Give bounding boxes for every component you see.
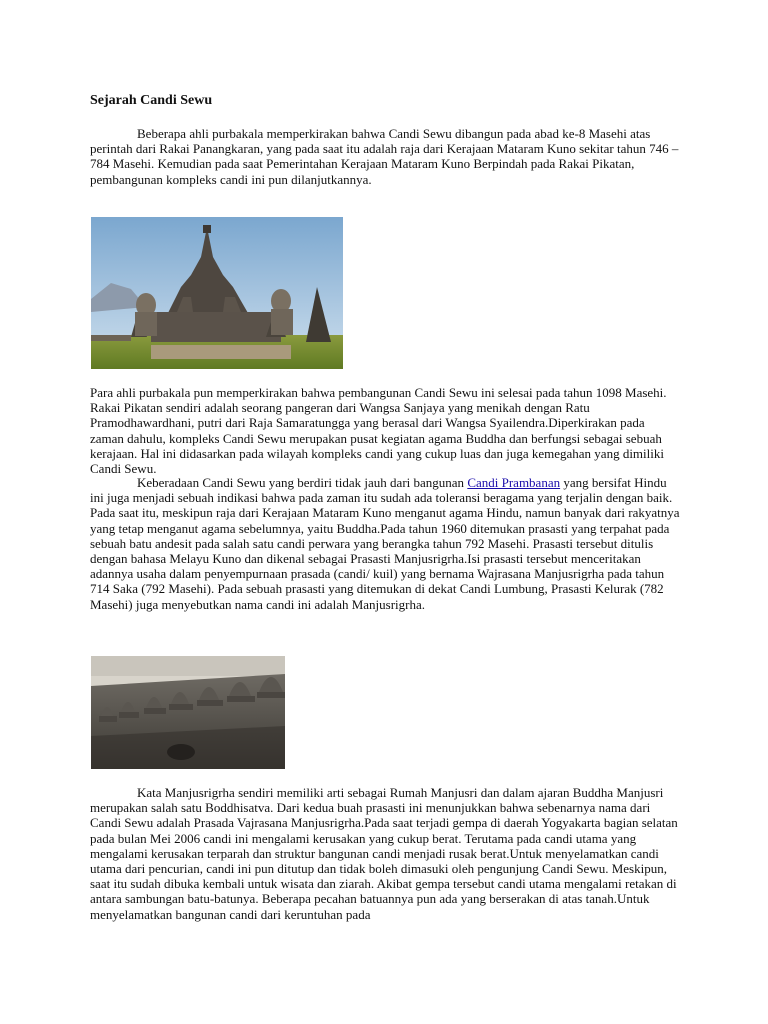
temple-photo <box>91 217 343 369</box>
candi-prambanan-link[interactable]: Candi Prambanan <box>467 475 561 490</box>
paragraph-3 <box>90 475 680 612</box>
paragraph-4: Kata Manjusrigrha sendiri memiliki arti sebagai Rumah Manjusri dan dalam ajaran Buddha Manjusri merupakan salah satu Boddhisatva. Dari kedua buah prasasti ini menunjukkan bahwa sebenarnya nama dari Candi Sewu adalah Prasada Vajrasana Manjusrigrha.Pada saat terjadi gempa di daerah Yogyakarta bagian selatan pada bulan Mei 2006 candi ini mengalami kerusakan yang cukup berat. Terutama pada candi utama yang mengalami kerusakan terparah dan struktur bangunan candi menjadi rusak berat.Untuk menyelamatkan candi utama dari pencurian, candi ini pun ditutup dan tidak boleh dimasuki oleh pengunjung Candi Sewu. Meskipun, saat itu sudah dibuka kembali untuk wisata dan ziarah. Akibat gempa tersebut candi utama mengalami retakan di antara sambungan batu-batunya. Beberapa pecahan batuannya pun ada yang berserakan di atas tanah.Untuk menyelamatkan bangunan candi dari keruntuhan pada <box>90 785 678 922</box>
paragraph-2: Para ahli purbakala pun memperkirakan bahwa pembangunan Candi Sewu ini selesai pada tahun 1098 Masehi. Rakai Pikatan sendiri adalah seorang pangeran dari Wangsa Sanjaya yang menikah dengan Ratu Pramodhawardhani, putri dari Raja Samaratungga yang berasal dari Wangsa Syailendra.Diperkirakan pada zaman dahulu, kompleks Candi Sewu merupakan pusat kegiatan agama Buddha dan berfungsi sebagai sebuah kerajaan. Hal ini didasarkan pada wilayah kompleks candi yang cukup luas dan juga kemegahan yang dimiliki Candi Sewu. <box>90 385 667 477</box>
paragraph-1: Beberapa ahli purbakala memperkirakan bahwa Candi Sewu dibangun pada abad ke-8 Masehi atas perintah dari Rakai Panangkaran, yang pada saat itu adalah raja dari Kerajaan Mataram Kuno sekitar tahun 746 – 784 Masehi. Kemudian pada saat Pemerintahan Kerajaan Mataram Kuno Berpindah pada Rakai Pikatan, pembangunan kompleks candi ini pun dilanjutkannya. <box>90 126 679 187</box>
stupa-row-photo <box>91 656 285 769</box>
page-title: Sejarah Candi Sewu <box>90 93 213 108</box>
paragraph-3-lead: Keberadaan Candi Sewu yang berdiri tidak jauh dari bangunan <box>137 475 468 490</box>
paragraph-3-rest: yang bersifat Hindu ini juga menjadi sebuah indikasi bahwa pada zaman itu sudah ada toleransi beragama yang terjalin dengan baik. Pada saat itu, meskipun raja dari Kerajaan Mataram Kuno menganut agama Hindu, namun banyak dari rakyatnya yang tetap menganut agama sebelumnya, yaitu Buddha.Pada tahun 1960 ditemukan prasasti yang terpahat pada sebuah batu andesit pada salah satu candi perwara yang berangka tahun 792 Masehi. Prasasti tersebut ditulis dengan bahasa Melayu Kuno dan dikenal sebagai Prasasti Manjusrigrha.Isi prasasti tersebut menceritakan adannya usaha dalam penyempurnaan prasada (candi/ kuil) yang bernama Wajrasana Manjusrigrha pada tahun 714 Saka (792 Masehi). Pada sebuah prasasti yang ditemukan di dekat Candi Lumbung, Prasasti Kelurak (782 Masehi) juga menyebutkan nama candi ini adalah Manjusrigrha. <box>90 475 680 612</box>
